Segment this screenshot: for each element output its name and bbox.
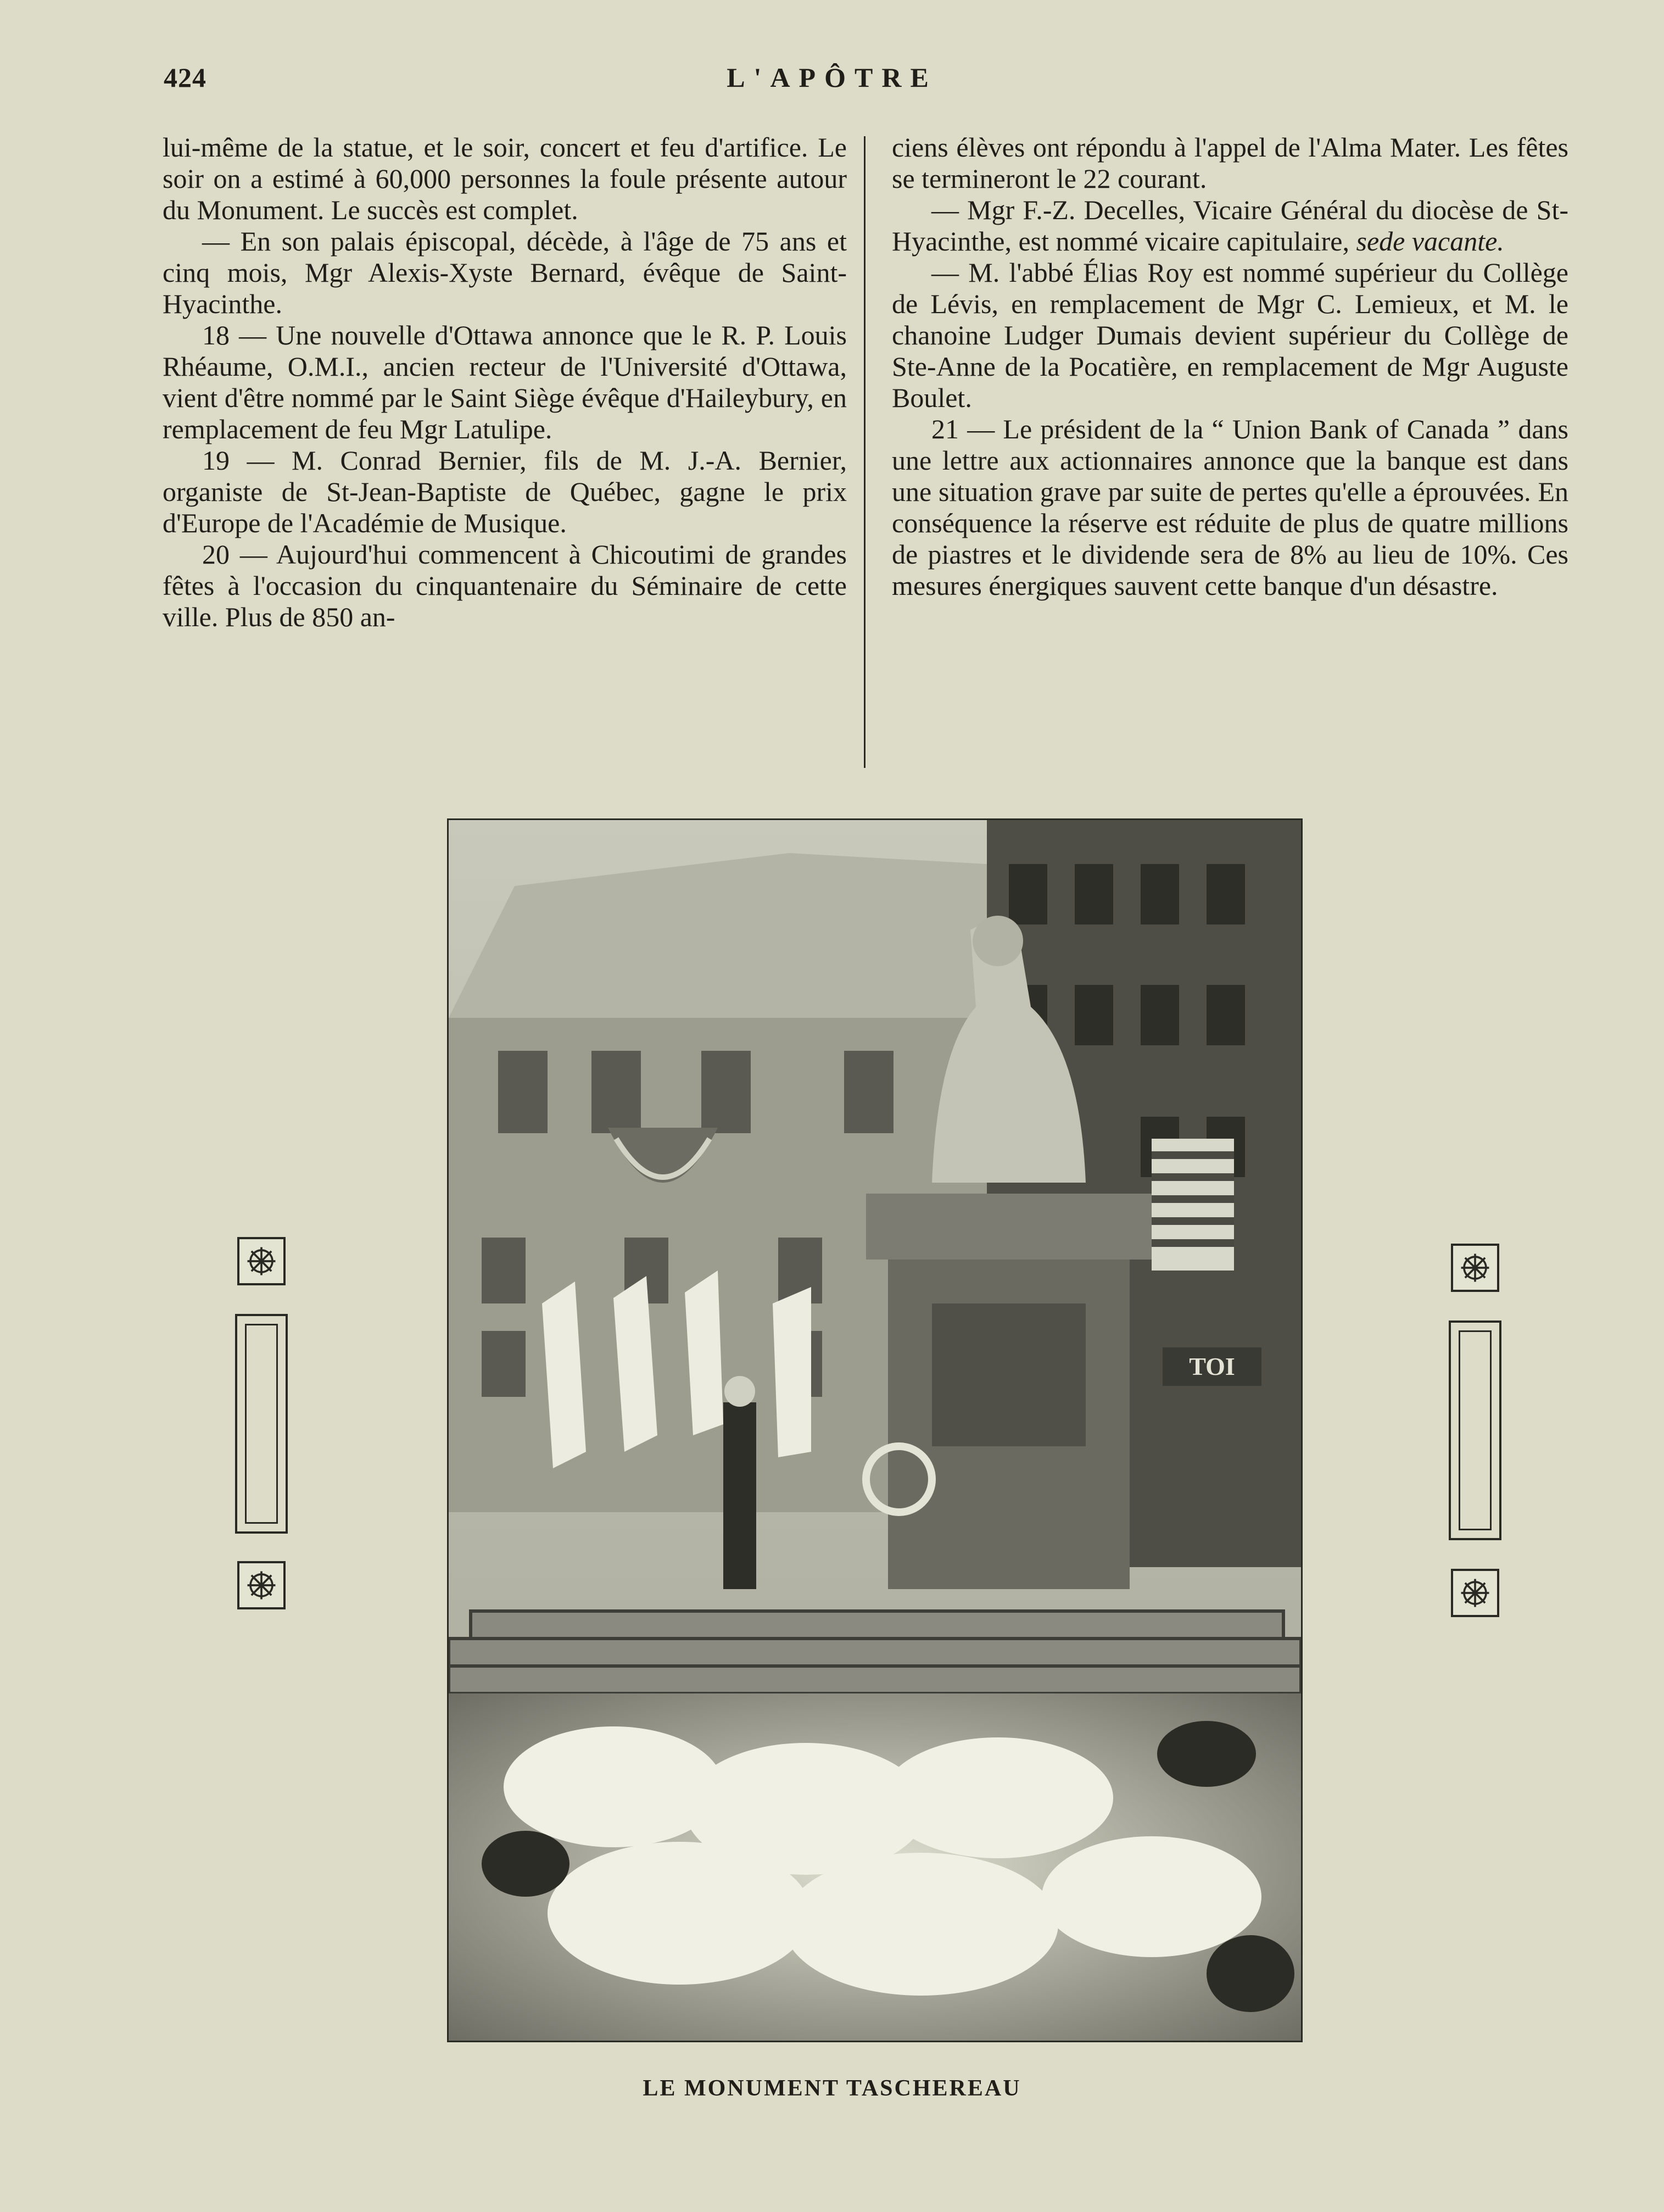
paragraph	[892, 194, 1568, 257]
paragraph: 18 — Une nouvelle d'Ottawa annonce que le R. P. Louis Rhéaume, O.M.I., ancien recteur de l'Université d'Ottawa, vient d'être nommé par le Saint Siège évêque d'Haileybury, en remplacement de feu Mgr Latulipe.	[163, 320, 847, 444]
ornament-rosette-icon	[237, 1561, 286, 1609]
ornament-rosette-icon	[237, 1237, 286, 1285]
paragraph: 21 — Le président de la “ Union Bank of Canada ” dans une lettre aux actionnaires annonce que la banque est dans une situation grave par suite de pertes qu'elle a éprouvées. En conséquence la réserve est réduite de plus de quatre millions de piastres et le dividende sera de 8% au lieu de 10%. Ces mesures énergiques sauvent cette banque d'un désastre.	[892, 414, 1568, 601]
page-number: 424	[164, 62, 206, 93]
paragraph: ciens élèves ont répondu à l'appel de l'Alma Mater. Les fêtes se termineront le 22 courant.	[892, 132, 1568, 194]
running-title: L'APÔTRE	[727, 62, 937, 93]
ornament-rosette-icon	[1451, 1569, 1499, 1617]
column-divider	[864, 136, 865, 768]
paragraph: 20 — Aujourd'hui commencent à Chicoutimi de grandes fêtes à l'occasion du cinquantenaire du Séminaire de cette ville. Plus de 850 an-	[163, 539, 847, 632]
italic-phrase: sede vacante.	[1356, 226, 1504, 257]
paragraph-text: — Mgr F.-Z. Decelles, Vicaire Général du diocèse de St-Hyacinthe, est nommé vicaire capitulaire,	[892, 194, 1568, 257]
paragraph: — M. l'abbé Élias Roy est nommé supérieur du Collège de Lévis, en remplacement de Mgr C. Lemieux, et M. le chanoine Ludger Dumais devient supérieur du Collège de Ste-Anne de la Pocatière, en remplacement de Mgr Auguste Boulet.	[892, 257, 1568, 413]
sign-text: TOI	[1189, 1352, 1235, 1380]
left-column	[163, 132, 847, 633]
monument-photograph	[447, 818, 1303, 2042]
ornament-frame	[1449, 1320, 1501, 1540]
right-column	[892, 132, 1568, 601]
paragraph: lui-même de la statue, et le soir, concert et feu d'artifice. Le soir on a estimé à 60,000 personnes la foule présente autour du Monument. Le succès est complet.	[163, 132, 847, 225]
paragraph: 19 — M. Conrad Bernier, fils de M. J.-A. Bernier, organiste de St-Jean-Baptiste de Québec, gagne le prix d'Europe de l'Académie de Musique.	[163, 445, 847, 538]
photo-caption: LE MONUMENT TASCHEREAU	[643, 2076, 1021, 2101]
paragraph: — En son palais épiscopal, décède, à l'âge de 75 ans et cinq mois, Mgr Alexis-Xyste Bernard, évêque de Saint-Hyacinthe.	[163, 226, 847, 319]
ornament-frame	[235, 1314, 288, 1534]
ornament-rosette-icon	[1451, 1244, 1499, 1292]
